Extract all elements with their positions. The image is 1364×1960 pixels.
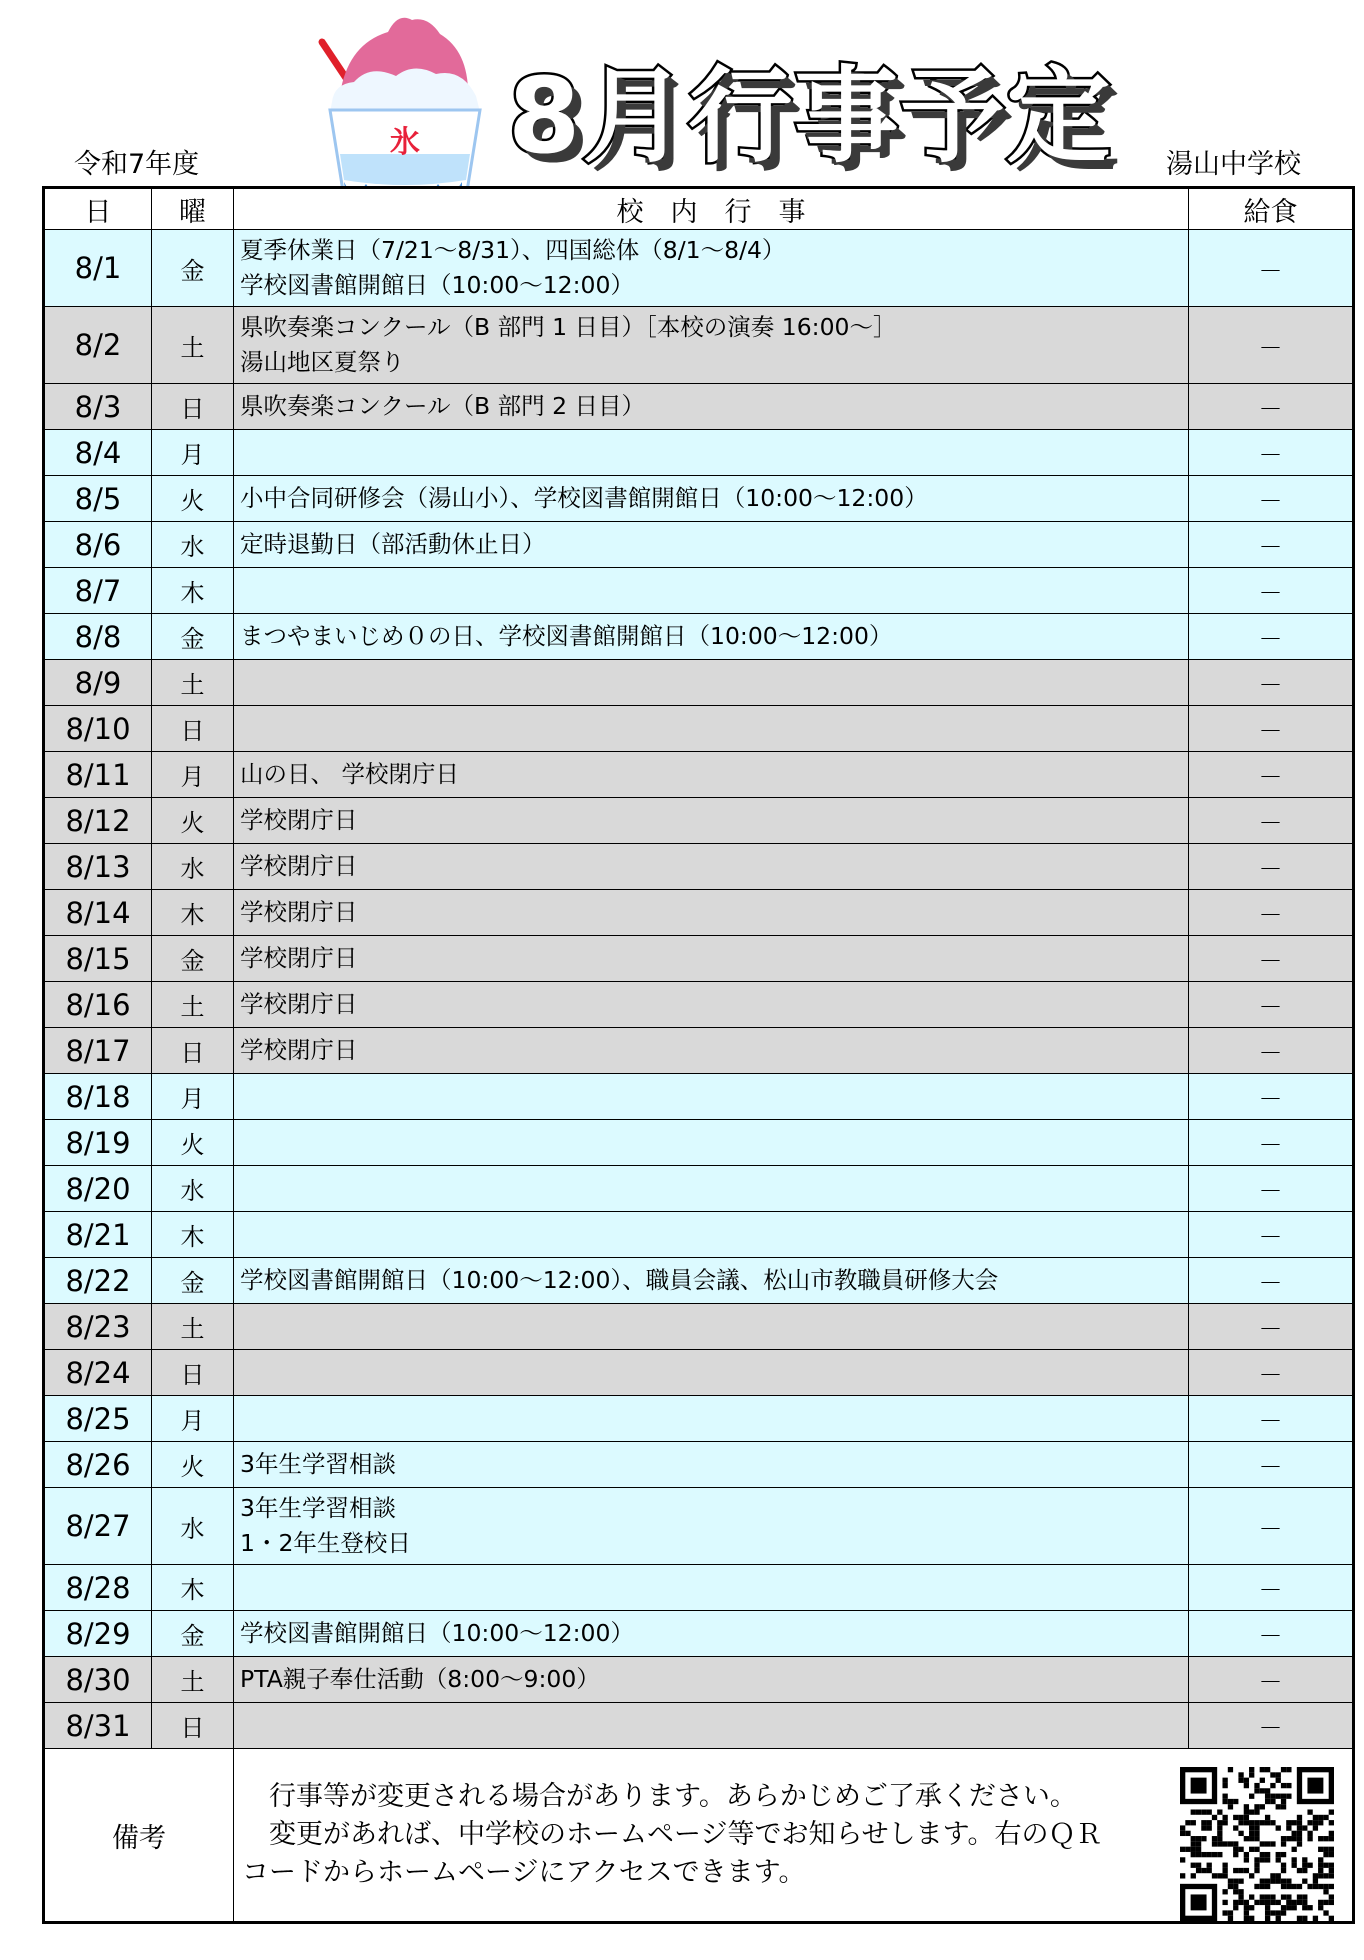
events-cell [234,982,1189,1028]
lunch-cell: － [1189,1258,1354,1304]
event-line: 山の日、 学校閉庁日 [240,760,459,788]
lunch-cell: － [1189,982,1354,1028]
table-row [44,982,1354,1028]
lunch-cell: － [1189,936,1354,982]
table-row [44,230,1354,307]
table-row [44,1565,1354,1611]
lunch-cell: － [1189,1396,1354,1442]
events-cell [234,1488,1189,1565]
events-cell [234,1166,1189,1212]
lunch-cell: － [1189,568,1354,614]
event-line: まつやまいじめ０の日、学校図書館開館日（10:00～12:00） [240,622,893,650]
day-cell: 8/27 [44,1488,152,1565]
events-cell [234,1304,1189,1350]
events-cell [234,1396,1189,1442]
events-cell [234,1350,1189,1396]
table-row [44,614,1354,660]
events-cell [234,1120,1189,1166]
day-cell: 8/5 [44,476,152,522]
table-row [44,844,1354,890]
day-cell: 8/25 [44,1396,152,1442]
day-cell: 8/29 [44,1611,152,1657]
event-line: 学校閉庁日 [240,1036,358,1064]
events-cell [234,384,1189,430]
event-line: 学校閉庁日 [240,944,358,972]
weekday-cell: 木 [152,1212,234,1258]
event-line: 夏季休業日（7/21～8/31）、四国総体（8/1～8/4） [240,236,786,264]
weekday-cell: 土 [152,1657,234,1703]
day-cell: 8/9 [44,660,152,706]
day-cell: 8/20 [44,1166,152,1212]
table-row [44,430,1354,476]
events-cell [234,1657,1189,1703]
table-row [44,798,1354,844]
events-cell [234,890,1189,936]
column-header-lunch: 給食 [1189,188,1354,230]
day-cell: 8/31 [44,1703,152,1749]
lunch-cell: － [1189,1304,1354,1350]
weekday-cell: 土 [152,660,234,706]
weekday-cell: 水 [152,844,234,890]
weekday-cell: 金 [152,1258,234,1304]
events-cell [234,307,1189,384]
day-cell: 8/22 [44,1258,152,1304]
day-cell: 8/26 [44,1442,152,1488]
lunch-cell: － [1189,1166,1354,1212]
table-row [44,1166,1354,1212]
page-title: 8月行事予定 [508,55,1113,177]
table-row [44,1212,1354,1258]
weekday-cell: 日 [152,1028,234,1074]
events-cell [234,798,1189,844]
events-cell [234,430,1189,476]
table-row [44,1258,1354,1304]
day-cell: 8/24 [44,1350,152,1396]
weekday-cell: 火 [152,798,234,844]
table-row [44,752,1354,798]
notes-row [44,1749,1354,1923]
day-cell: 8/23 [44,1304,152,1350]
events-cell [234,614,1189,660]
notes-line: 行事等が変更される場合があります。あらかじめご了承ください。 [242,1781,1077,1812]
event-line: 3年生学習相談 [240,1450,396,1478]
event-line: 学校閉庁日 [240,806,358,834]
day-cell: 8/10 [44,706,152,752]
table-row [44,1442,1354,1488]
events-cell [234,476,1189,522]
lunch-cell: － [1189,1657,1354,1703]
column-header-day: 日 [44,188,152,230]
day-cell: 8/30 [44,1657,152,1703]
table-row [44,890,1354,936]
events-cell [234,706,1189,752]
day-cell: 8/17 [44,1028,152,1074]
table-row [44,568,1354,614]
table-row [44,706,1354,752]
lunch-cell: － [1189,798,1354,844]
lunch-cell: － [1189,1212,1354,1258]
lunch-cell: － [1189,614,1354,660]
day-cell: 8/3 [44,384,152,430]
table-row [44,476,1354,522]
weekday-cell: 木 [152,890,234,936]
event-line: 小中合同研修会（湯山小）、学校図書館開館日（10:00～12:00） [240,484,928,512]
event-line: 1・2年生登校日 [240,1529,411,1557]
day-cell: 8/11 [44,752,152,798]
ice-kanji: 氷 [390,125,420,160]
table-row [44,1304,1354,1350]
event-line: 定時退勤日（部活動休止日） [240,530,546,558]
lunch-cell: － [1189,384,1354,430]
events-cell [234,752,1189,798]
event-line: 学校閉庁日 [240,852,358,880]
weekday-cell: 日 [152,706,234,752]
table-row [44,1703,1354,1749]
table-row [44,1120,1354,1166]
event-line: 県吹奏楽コンクール（B 部門 2 日目） [240,392,646,420]
school-name: 湯山中学校 [1166,149,1301,180]
event-line: 湯山地区夏祭り [240,348,405,376]
table-row [44,307,1354,384]
lunch-cell: － [1189,660,1354,706]
table-row [44,384,1354,430]
day-cell: 8/21 [44,1212,152,1258]
weekday-cell: 金 [152,230,234,307]
lunch-cell: － [1189,1565,1354,1611]
day-cell: 8/4 [44,430,152,476]
weekday-cell: 火 [152,476,234,522]
event-line: PTA親子奉仕活動（8:00～9:00） [240,1665,600,1693]
weekday-cell: 水 [152,1166,234,1212]
weekday-cell: 月 [152,1396,234,1442]
lunch-cell: － [1189,230,1354,307]
day-cell: 8/12 [44,798,152,844]
table-row [44,660,1354,706]
weekday-cell: 日 [152,1350,234,1396]
lunch-cell: － [1189,1488,1354,1565]
lunch-cell: － [1189,1703,1354,1749]
weekday-cell: 水 [152,522,234,568]
lunch-cell: － [1189,1611,1354,1657]
lunch-cell: － [1189,1120,1354,1166]
day-cell: 8/16 [44,982,152,1028]
weekday-cell: 木 [152,568,234,614]
day-cell: 8/19 [44,1120,152,1166]
table-row [44,936,1354,982]
event-line: 学校図書館開館日（10:00～12:00） [240,271,634,299]
day-cell: 8/7 [44,568,152,614]
weekday-cell: 金 [152,936,234,982]
events-cell [234,1611,1189,1657]
weekday-cell: 金 [152,614,234,660]
notes-line: コードからホームページにアクセスできます。 [242,1857,806,1888]
schedule-rows [44,230,1354,1749]
table-row [44,1611,1354,1657]
column-header-weekday: 曜 [152,188,234,230]
day-cell: 8/2 [44,307,152,384]
weekday-cell: 月 [152,430,234,476]
events-cell [234,1212,1189,1258]
schedule-table [42,186,1355,1924]
events-cell [234,1258,1189,1304]
column-header-events: 校 内 行 事 [234,188,1189,230]
lunch-cell: － [1189,307,1354,384]
qr-code-icon[interactable] [1180,1767,1334,1921]
lunch-cell: － [1189,752,1354,798]
lunch-cell: － [1189,522,1354,568]
events-cell [234,522,1189,568]
day-cell: 8/13 [44,844,152,890]
table-row [44,1488,1354,1565]
events-cell [234,230,1189,307]
lunch-cell: － [1189,1442,1354,1488]
day-cell: 8/1 [44,230,152,307]
events-cell [234,1703,1189,1749]
events-cell [234,1442,1189,1488]
lunch-cell: － [1189,844,1354,890]
weekday-cell: 火 [152,1120,234,1166]
day-cell: 8/28 [44,1565,152,1611]
weekday-cell: 火 [152,1442,234,1488]
event-line: 県吹奏楽コンクール（B 部門 1 日目）［本校の演奏 16:00～］ [240,313,897,341]
lunch-cell: － [1189,476,1354,522]
weekday-cell: 日 [152,1703,234,1749]
event-line: 学校図書館開館日（10:00～12:00） [240,1619,634,1647]
weekday-cell: 金 [152,1611,234,1657]
weekday-cell: 土 [152,982,234,1028]
table-row [44,1657,1354,1703]
lunch-cell: － [1189,1028,1354,1074]
event-line: 学校閉庁日 [240,898,358,926]
weekday-cell: 日 [152,384,234,430]
table-row [44,1350,1354,1396]
lunch-cell: － [1189,706,1354,752]
table-row [44,1074,1354,1120]
lunch-cell: － [1189,430,1354,476]
weekday-cell: 月 [152,1074,234,1120]
fiscal-year-label: 令和7年度 [74,149,200,180]
notes-label: 備考 [44,1749,234,1923]
weekday-cell: 土 [152,1304,234,1350]
notes-line: 変更があれば、中学校のホームページ等でお知らせします。右のＱＲ [242,1819,1103,1850]
events-cell [234,568,1189,614]
events-cell [234,936,1189,982]
table-row [44,1396,1354,1442]
weekday-cell: 水 [152,1488,234,1565]
events-cell [234,660,1189,706]
notes-cell [234,1749,1354,1923]
table-header-row [44,188,1354,230]
event-line: 3年生学習相談 [240,1494,396,1522]
table-row [44,1028,1354,1074]
day-cell: 8/14 [44,890,152,936]
events-cell [234,1074,1189,1120]
day-cell: 8/8 [44,614,152,660]
day-cell: 8/15 [44,936,152,982]
lunch-cell: － [1189,890,1354,936]
event-line: 学校図書館開館日（10:00～12:00）、職員会議、松山市教職員研修大会 [240,1266,999,1294]
event-line: 学校閉庁日 [240,990,358,1018]
lunch-cell: － [1189,1074,1354,1120]
weekday-cell: 月 [152,752,234,798]
lunch-cell: － [1189,1350,1354,1396]
day-cell: 8/6 [44,522,152,568]
events-cell [234,844,1189,890]
events-cell [234,1028,1189,1074]
weekday-cell: 土 [152,307,234,384]
events-cell [234,1565,1189,1611]
weekday-cell: 木 [152,1565,234,1611]
day-cell: 8/18 [44,1074,152,1120]
table-row [44,522,1354,568]
